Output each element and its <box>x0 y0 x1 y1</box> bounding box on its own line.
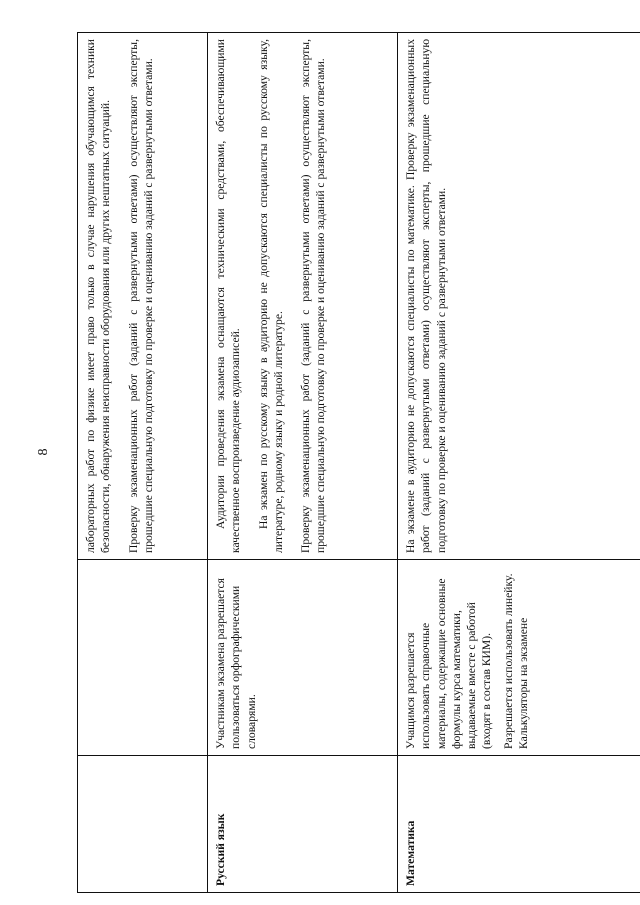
rotated-table-container <box>77 33 640 893</box>
table-row <box>78 33 208 893</box>
requirements-cell <box>398 33 640 560</box>
subject-cell: Русский язык <box>208 756 398 893</box>
materials-cell <box>208 560 398 756</box>
requirements-paragraph: лабораторных работ по физике имеет право только в случае нарушения обучающимся техники безопасности, обнаружения неисправности оборудования или других нештатных ситуаций. <box>84 39 113 553</box>
exam-requirements-table <box>77 32 640 893</box>
materials-cell <box>78 560 208 756</box>
subject-cell <box>78 756 208 893</box>
requirements-paragraph: Проверку экзаменационных работ (заданий с развернутыми ответами) осуществляют эксперты, прошедшие специальную подготовку по проверке и оцениванию заданий с развернутыми ответами. <box>126 39 155 553</box>
materials-paragraph: Учащимся разрешается использовать справочные материалы, содержащие основные формулы курса математики, выдаваемые вместе с работой (входят в состав КИМ). <box>404 578 494 749</box>
materials-cell <box>398 560 640 756</box>
requirements-cell <box>78 33 208 560</box>
page-number: 8 <box>36 448 51 456</box>
requirements-paragraph: На экзамен по русскому языку в аудиторию не допускаются специалисты по русскому языку, литературе, родному языку и родной литературе. <box>256 39 285 553</box>
requirements-paragraph: На экзамене в аудиторию не допускаются специалисты по математике. Проверку экзаменационных работ (заданий с развернутыми ответами) осуществляют эксперты, прошедшие специальную подготовку по проверке и оцениванию заданий с развернутыми ответами. <box>404 39 448 553</box>
materials-paragraph: Участникам экзамена разрешается пользоваться орфографическими словарями. <box>214 578 258 749</box>
requirements-paragraph: Проверку экзаменационных работ (заданий с развернутыми ответами) осуществляют эксперты, прошедшие специальную подготовку по проверке и оцениванию заданий с развернутыми ответами. <box>299 39 328 553</box>
table-row <box>398 33 640 893</box>
requirements-paragraph: Аудитории проведения экзамена оснащаются техническими средствами, обеспечивающими качественное воспроизведение аудиозаписей. <box>214 39 243 553</box>
subject-cell: Математика <box>398 756 640 893</box>
materials-paragraph: Разрешается использовать линейку. Калькуляторы на экзамене <box>501 573 531 749</box>
requirements-cell <box>208 33 398 560</box>
table-row <box>208 33 398 893</box>
